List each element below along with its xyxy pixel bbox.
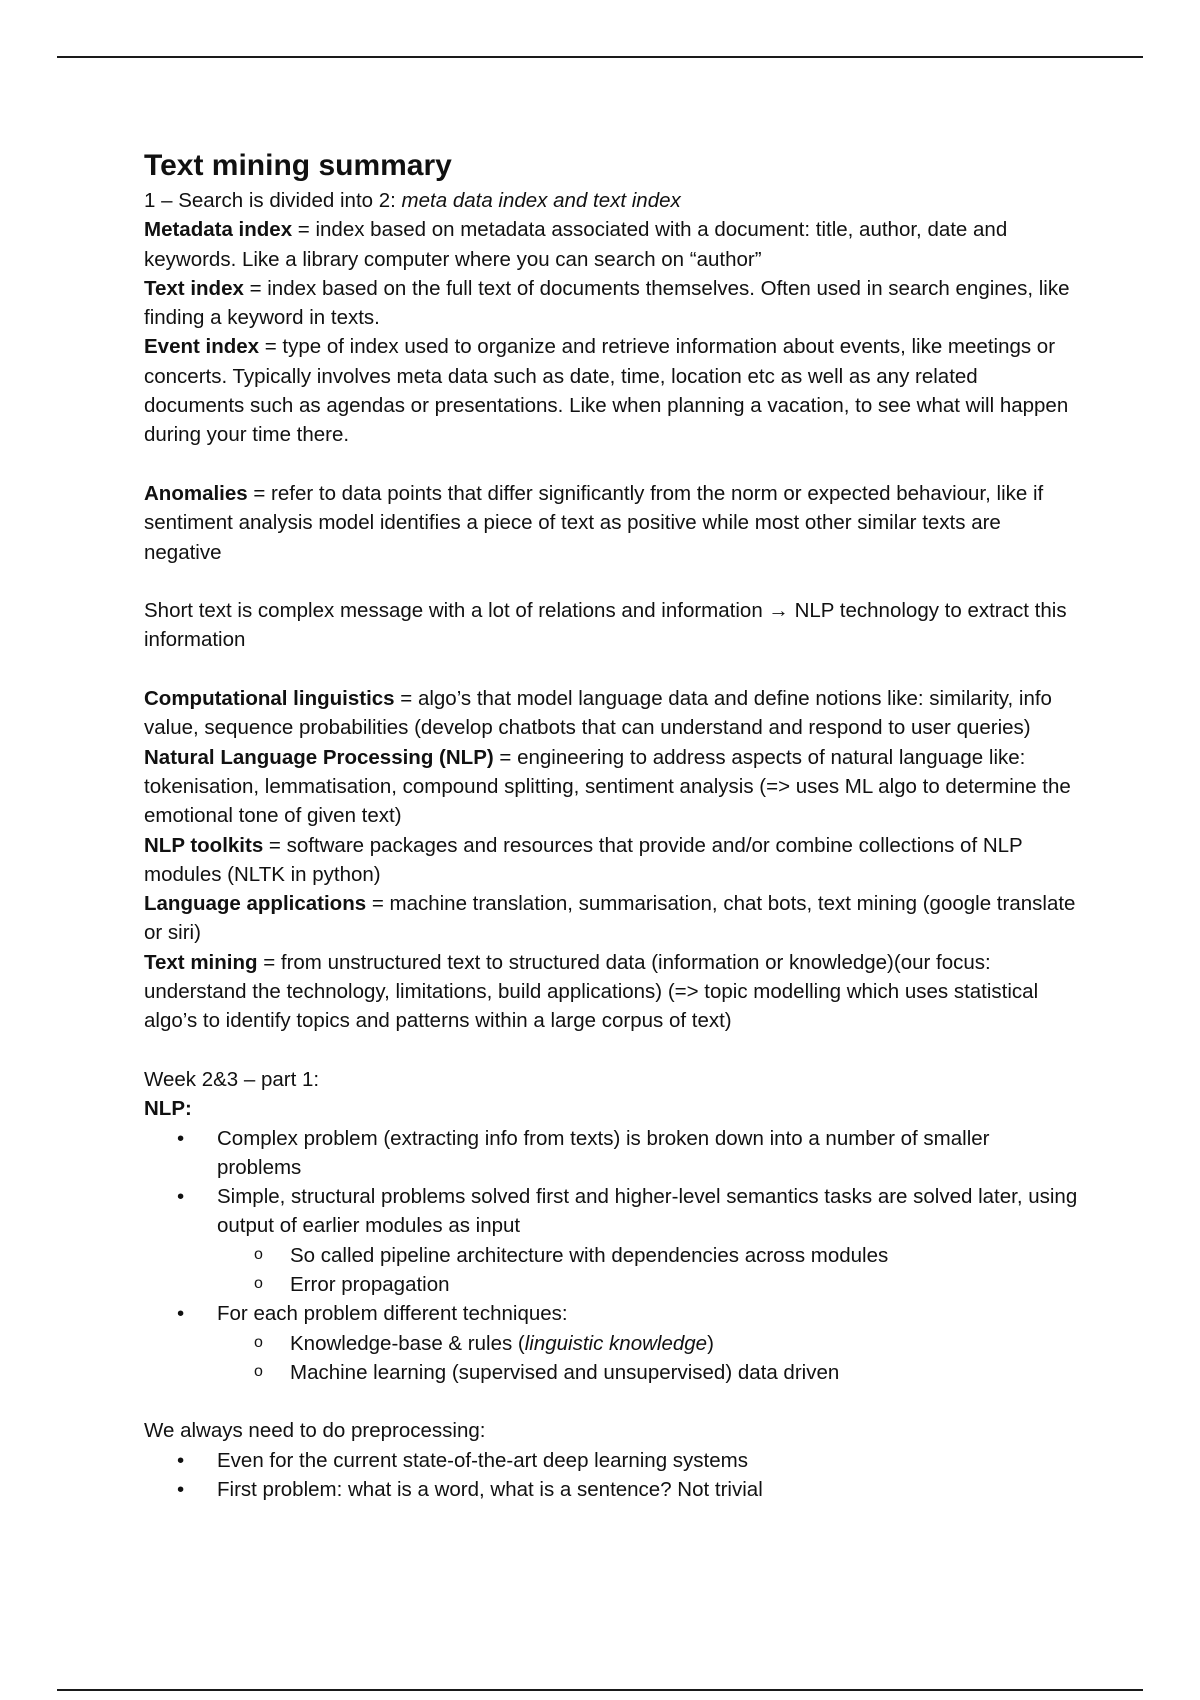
list-item: • Complex problem (extracting info from texts) is broken down into a number of smaller problems [144, 1124, 1079, 1183]
nlp-bullet-list [144, 1124, 1079, 1388]
definition: = machine translation, summarisation, chat bots, text mining (google translate or siri) [144, 892, 1076, 945]
header-rule [57, 56, 1143, 58]
definition: = engineering to address aspects of natural language like: tokenisation, lemmatisation, compound splitting, sentiment analysis (=> uses ML algo to determine the emotional tone of given text) [144, 745, 1071, 828]
list-item: • First problem: what is a word, what is a sentence? Not trivial [144, 1475, 1079, 1504]
definition: = from unstructured text to structured data (information or knowledge)(our focus: understand the technology, limitations, build applications) (=> topic modelling which uses statistical algo’s to identify topics and patterns within a large corpus of text) [144, 950, 1039, 1033]
language-applications-paragraph [144, 889, 1079, 948]
nlp-heading-text: NLP: [144, 1097, 192, 1121]
sub-text: ) [707, 1331, 714, 1355]
term: Language applications [144, 892, 367, 916]
preprocessing-bullet-list [144, 1446, 1079, 1505]
anomalies-paragraph [144, 479, 1079, 567]
computational-linguistics-paragraph [144, 684, 1079, 743]
footer-rule [57, 1689, 1143, 1691]
term: Text mining [144, 950, 258, 974]
nlp-paragraph [144, 743, 1079, 831]
document-body [144, 146, 1079, 1504]
event-index-paragraph [144, 332, 1079, 449]
term: Event index [144, 335, 260, 359]
list-item [144, 1182, 1079, 1299]
sub-list-item: o So called pipeline architecture with dependencies across modules [144, 1241, 1079, 1270]
sub-list-item: o Machine learning (supervised and unsupervised) data driven [144, 1358, 1079, 1387]
list-item-text: Simple, structural problems solved first and higher-level semantics tasks are solved later, using output of earlier modules as input [217, 1185, 1078, 1238]
preprocessing-heading: We always need to do preprocessing: [144, 1419, 486, 1443]
intro-text: 1 – Search is divided into 2: [144, 189, 402, 212]
term: Natural Language Processing (NLP) [144, 745, 494, 769]
term: Anomalies [144, 481, 248, 505]
text-mining-paragraph [144, 948, 1079, 1036]
sub-list-item: o Error propagation [144, 1270, 1079, 1299]
definition: = type of index used to organize and retrieve information about events, like meetings or concerts. Typically involves meta data such as date, time, location etc as well as any related documents such as agendas or presentations. Like when planning a vacation, to see what will happen during your time there. [144, 335, 1069, 447]
term: NLP toolkits [144, 833, 264, 857]
text-index-paragraph [144, 274, 1079, 333]
term: Metadata index [144, 218, 293, 242]
sub-text: Knowledge-base & rules ( [290, 1331, 525, 1355]
list-item: • Even for the current state-of-the-art deep learning systems [144, 1446, 1079, 1475]
sub-list-item [144, 1329, 1079, 1358]
definition: = algo’s that model language data and define notions like: similarity, info value, sequence probabilities (develop chatbots that can understand and respond to user queries) [144, 687, 1052, 740]
term: Text index [144, 276, 244, 300]
metadata-index-paragraph [144, 215, 1079, 274]
definition: = software packages and resources that provide and/or combine collections of NLP modules (NLTK in python) [144, 833, 1023, 886]
list-item-text: For each problem different techniques: [217, 1302, 568, 1326]
definition: = index based on metadata associated with a document: title, author, date and keywords. Like a library computer where you can search on “author” [144, 218, 1008, 271]
short-text-paragraph: Short text is complex message with a lot of relations and information → NLP technology to extract this information [144, 599, 1067, 652]
nlp-toolkits-paragraph [144, 831, 1079, 890]
term: Computational linguistics [144, 687, 395, 711]
document-title: Text mining summary [144, 149, 452, 182]
intro-line [144, 186, 1079, 215]
definition: = refer to data points that differ significantly from the norm or expected behaviour, like if sentiment analysis model identifies a piece of text as positive while most other similar texts are negative [144, 481, 1044, 564]
week-heading: Week 2&3 – part 1: [144, 1067, 320, 1091]
intro-italic: meta data index and text index [401, 189, 681, 212]
sub-list [144, 1241, 1079, 1300]
sub-list [144, 1329, 1079, 1388]
nlp-heading [144, 1094, 1079, 1123]
sub-italic: linguistic knowledge [524, 1331, 708, 1355]
list-item [144, 1299, 1079, 1387]
definition: = index based on the full text of documents themselves. Often used in search engines, like finding a keyword in texts. [144, 276, 1070, 330]
